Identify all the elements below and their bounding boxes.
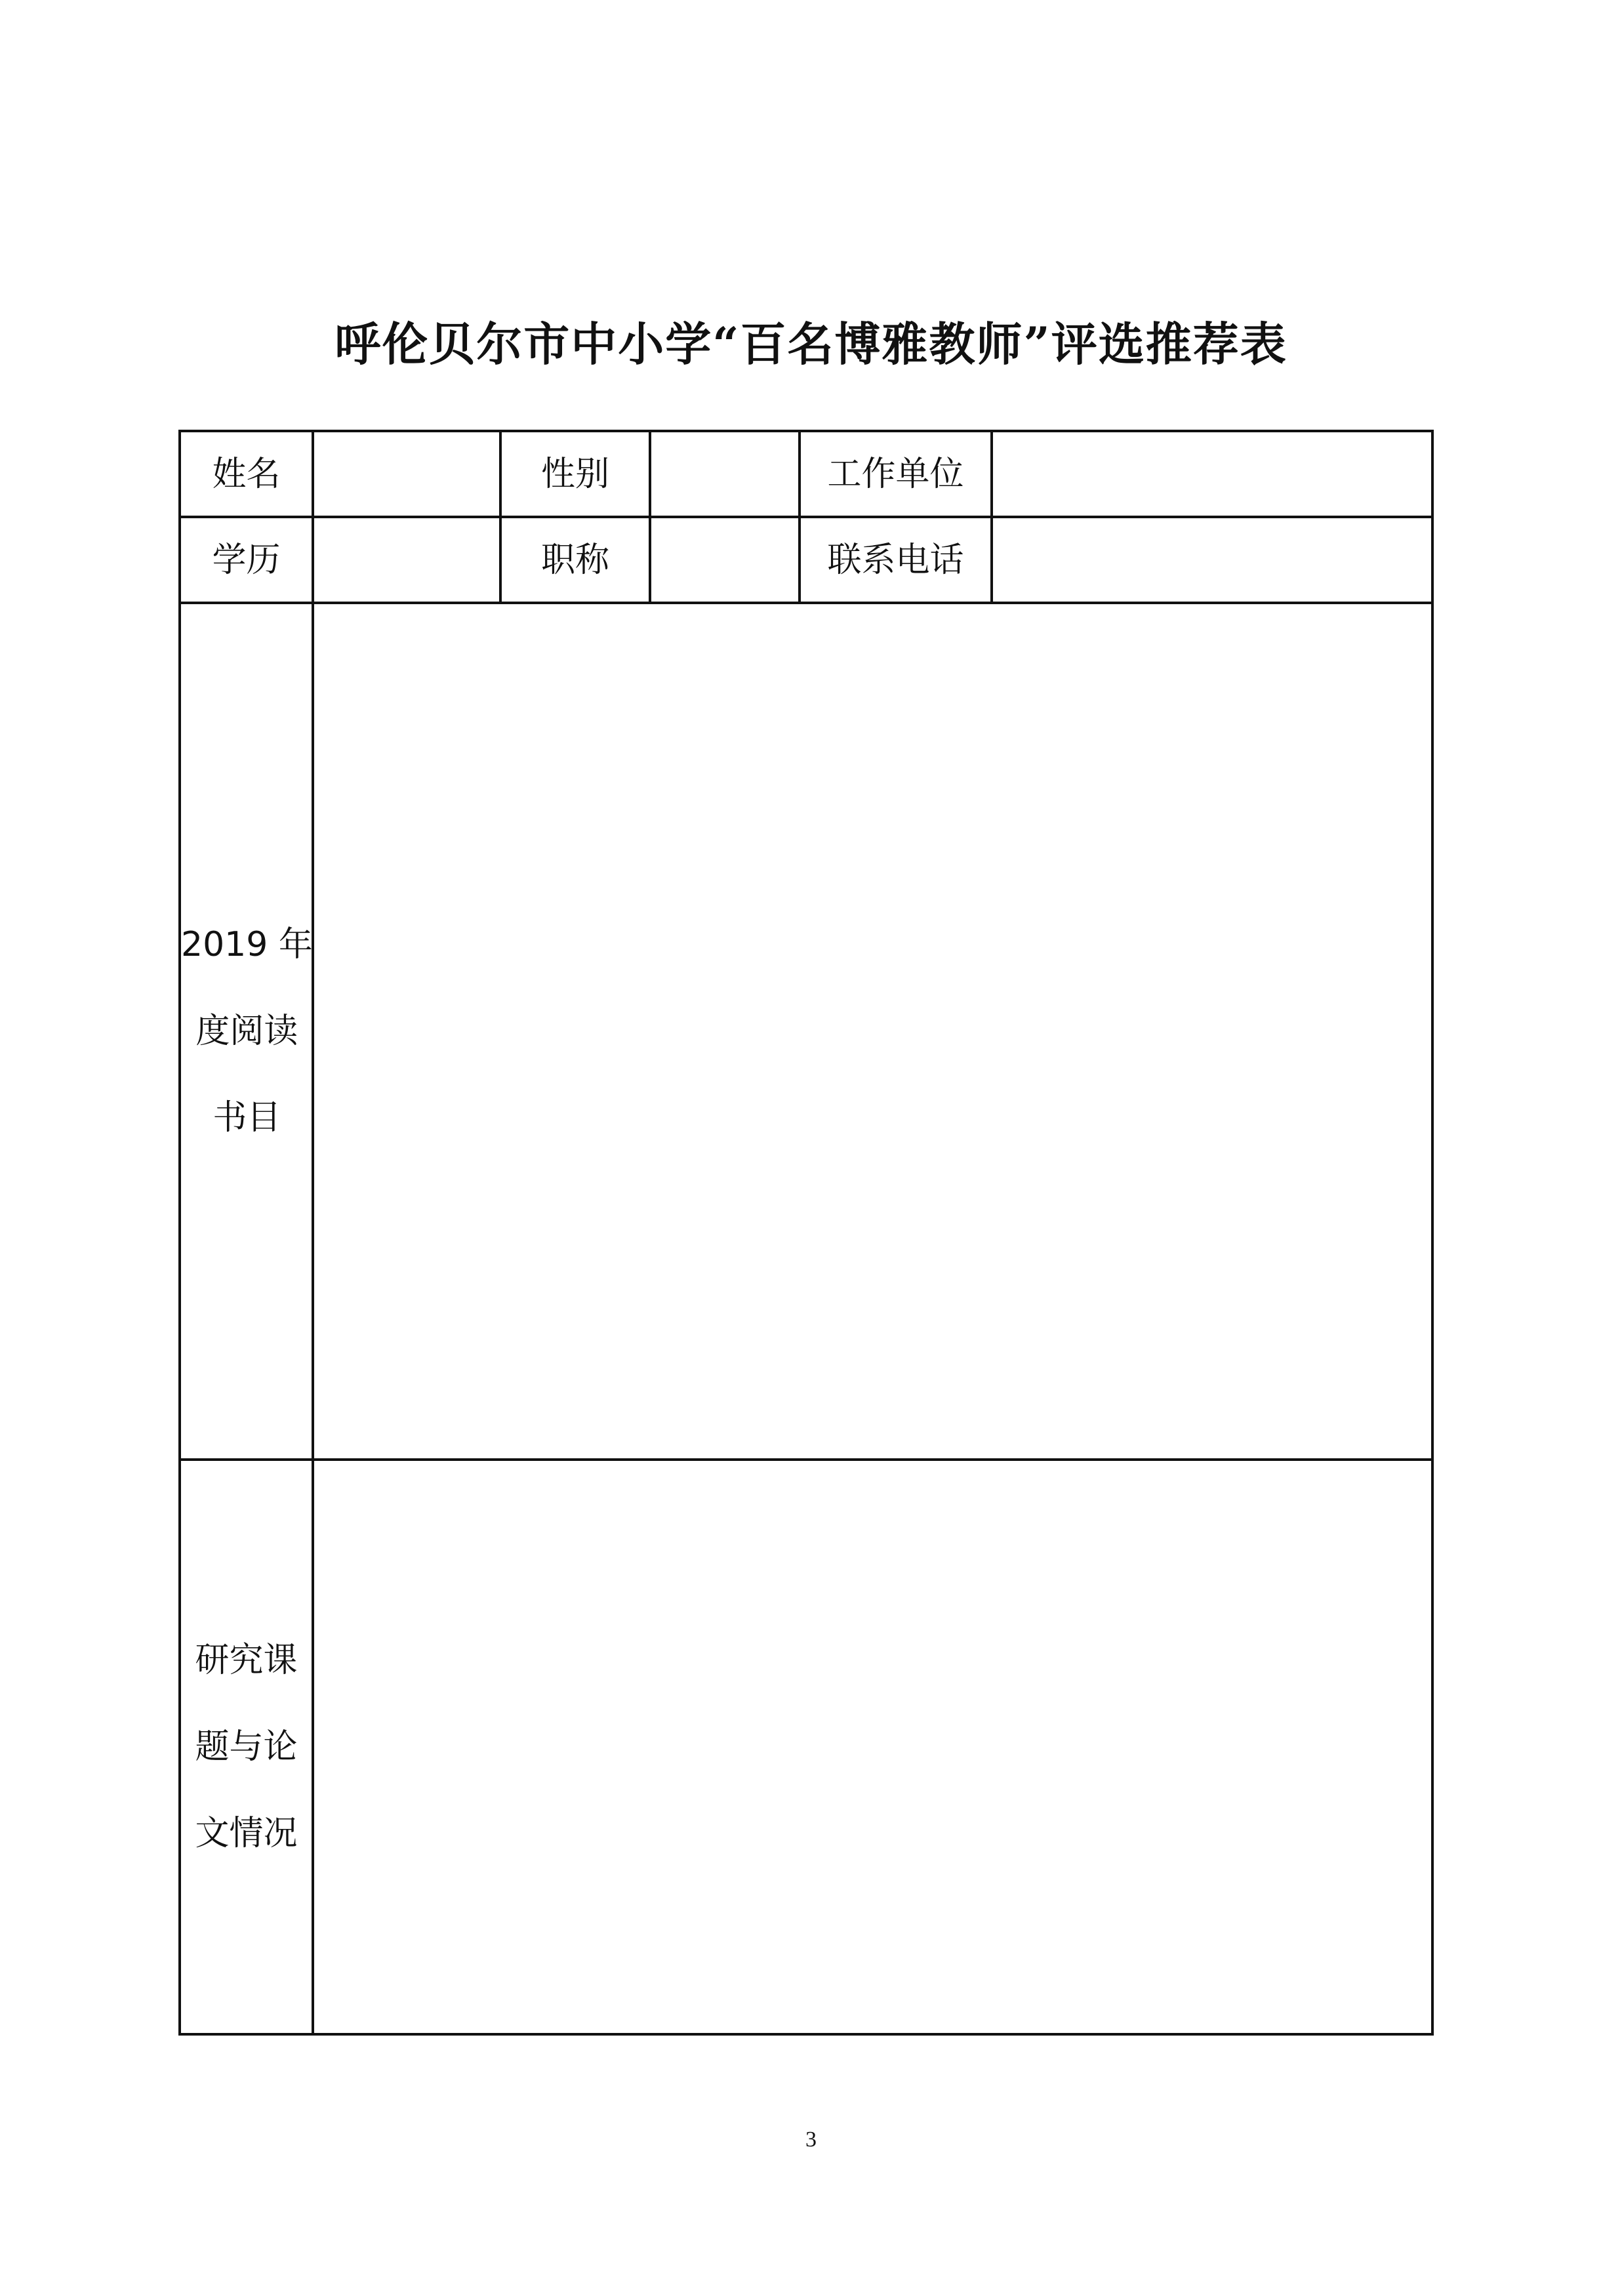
- education-field[interactable]: [313, 517, 500, 603]
- research-label: [180, 1460, 313, 2034]
- research-label-line-2: 题与论: [195, 1727, 298, 1767]
- name-field[interactable]: [313, 431, 500, 517]
- reading-list-label-line-2: 度阅读: [195, 1012, 298, 1051]
- reading-list-field[interactable]: [313, 603, 1432, 1460]
- professional-title-field[interactable]: [650, 517, 800, 603]
- page-number: 3: [805, 2127, 817, 2152]
- form-row-basic-info: [180, 431, 1432, 517]
- phone-label: 联系电话: [800, 517, 992, 603]
- name-label: 姓名: [180, 431, 313, 517]
- research-label-line-1: 研究课: [195, 1641, 298, 1680]
- page-title: 呼伦贝尔市中小学“百名博雅教师”评选推荐表: [335, 317, 1287, 371]
- form-row-reading-list: [180, 603, 1432, 1460]
- phone-field[interactable]: [992, 517, 1432, 603]
- reading-list-label-line-3: 书目: [213, 1098, 281, 1138]
- recommendation-form-table: [178, 430, 1434, 2036]
- form-row-education-contact: [180, 517, 1432, 603]
- reading-list-label: [180, 603, 313, 1460]
- workplace-label: 工作单位: [800, 431, 992, 517]
- gender-label: 性别: [500, 431, 650, 517]
- gender-field[interactable]: [650, 431, 800, 517]
- research-label-line-3: 文情况: [195, 1814, 298, 1853]
- research-field[interactable]: [313, 1460, 1432, 2034]
- professional-title-label: 职称: [500, 517, 650, 603]
- education-label: 学历: [180, 517, 313, 603]
- workplace-field[interactable]: [992, 431, 1432, 517]
- reading-list-label-line-1: 2019 年: [181, 925, 313, 964]
- form-row-research: [180, 1460, 1432, 2034]
